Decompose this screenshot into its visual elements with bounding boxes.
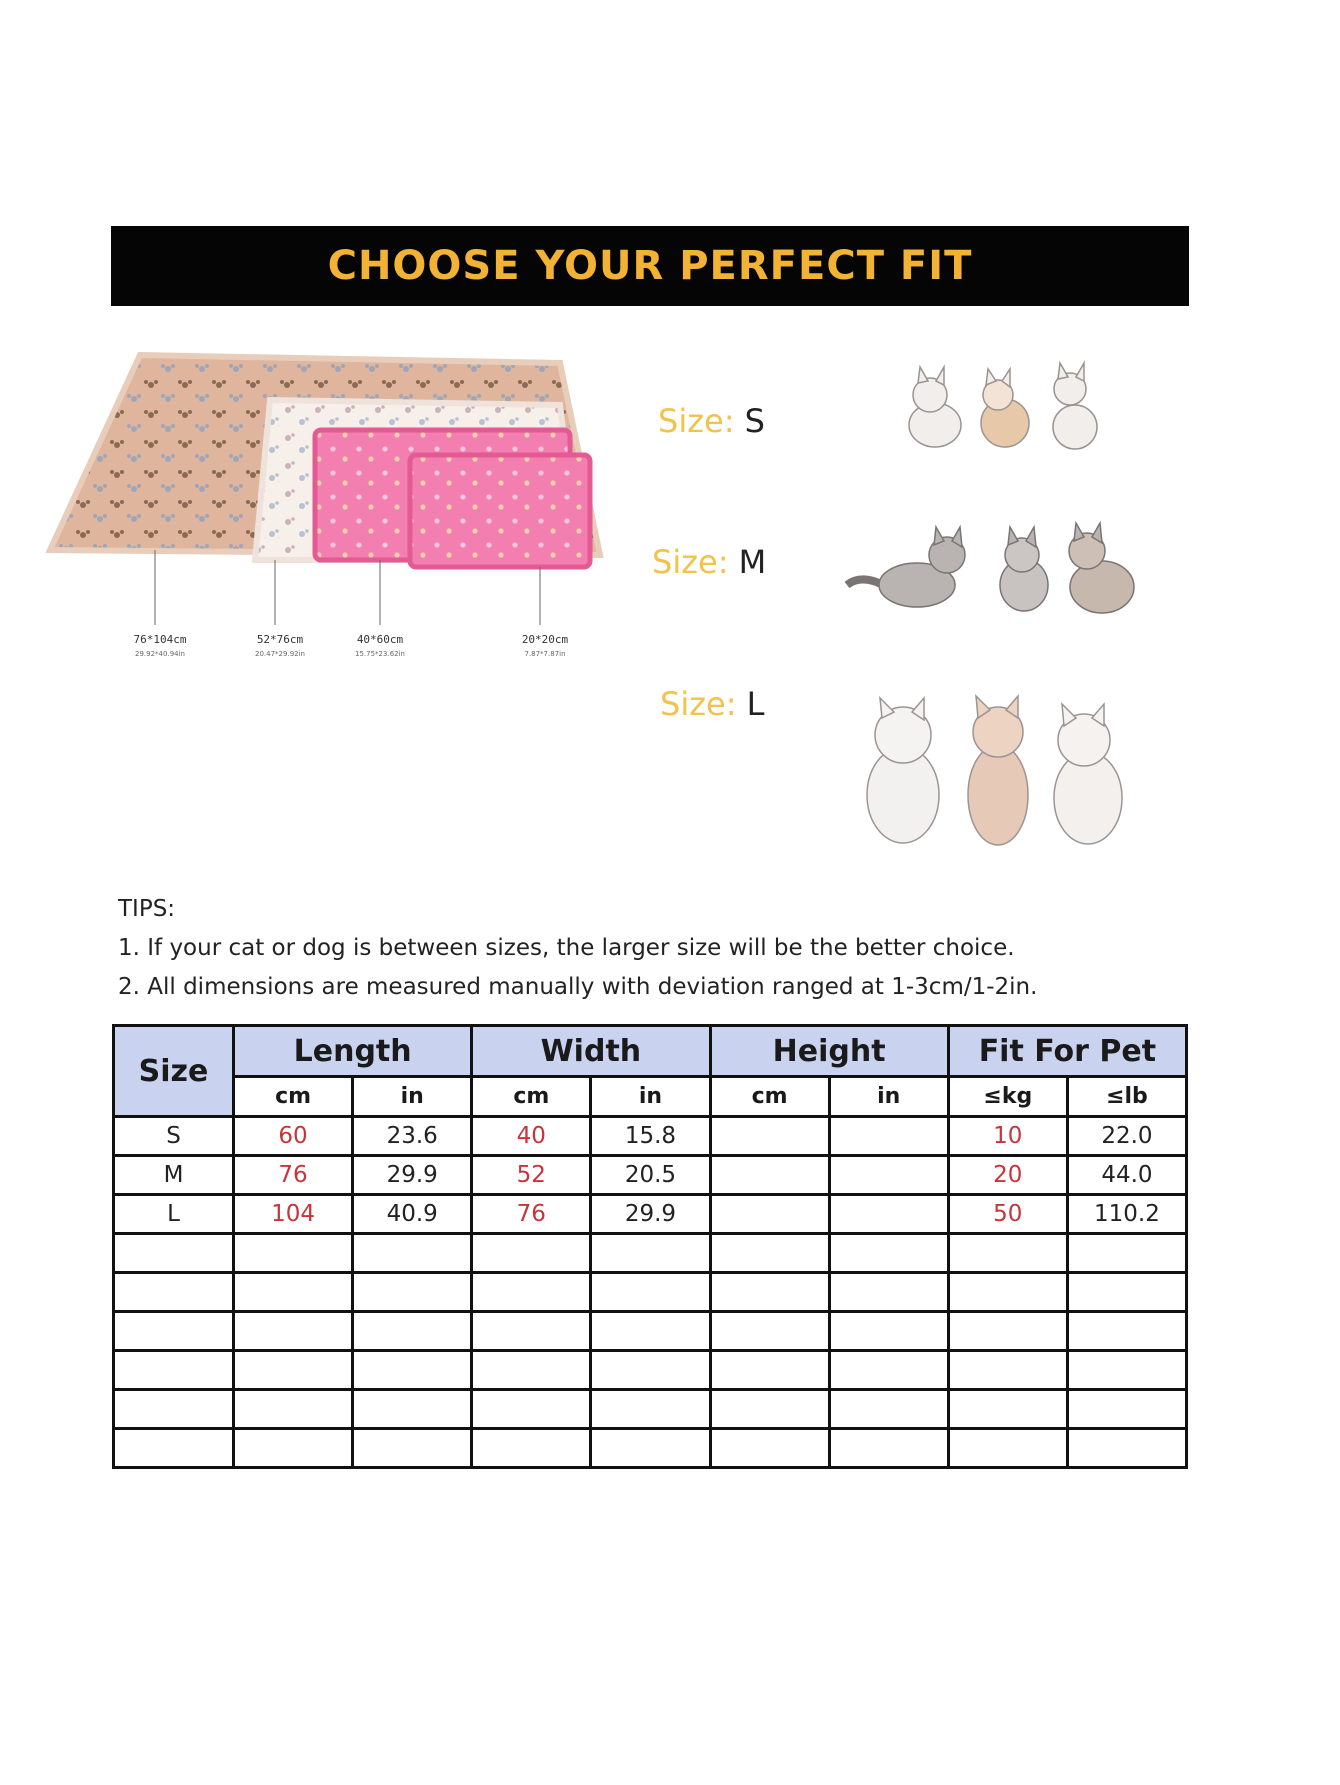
unit-header: in	[353, 1077, 472, 1117]
mat-label-3-cm: 40*60cm	[356, 633, 404, 646]
header-fit-for-pet: Fit For Pet	[948, 1026, 1186, 1077]
table-row	[114, 1156, 1187, 1195]
cell-fit-kg: 50	[948, 1195, 1067, 1234]
title-banner	[111, 226, 1189, 306]
cell-length-in: 29.9	[353, 1156, 472, 1195]
cell-height-cm	[710, 1156, 829, 1195]
table-header-row	[114, 1026, 1187, 1077]
kittens-medium-image	[842, 515, 1152, 625]
empty-table-row	[114, 1312, 1187, 1351]
cell-height-in	[829, 1156, 948, 1195]
cell-length-cm: 60	[234, 1117, 353, 1156]
tip-2: 2. All dimensions are measured manually with deviation ranged at 1-3cm/1-2in.	[118, 974, 1038, 1000]
tips-section	[118, 890, 1218, 1007]
tips-heading: TIPS:	[118, 896, 176, 922]
mat-mini	[410, 455, 590, 567]
cell-width-in: 15.8	[591, 1117, 710, 1156]
cell-fit-kg: 10	[948, 1117, 1067, 1156]
mat-label-4-cm: 20*20cm	[521, 633, 569, 646]
header-height: Height	[710, 1026, 948, 1077]
cell-height-cm	[710, 1117, 829, 1156]
mat-label-2-in: 20.47*29.92in	[255, 650, 305, 658]
pet-mats-image	[40, 345, 640, 665]
cell-width-in: 20.5	[591, 1156, 710, 1195]
cell-length-in: 23.6	[353, 1117, 472, 1156]
cats-large-image	[858, 690, 1148, 850]
size-key: Size:	[658, 402, 735, 440]
size-label-m	[652, 543, 766, 581]
size-key: Size:	[652, 543, 729, 581]
cell-fit-lb: 22.0	[1067, 1117, 1186, 1156]
cell-length-cm: 76	[234, 1156, 353, 1195]
table-unit-row	[114, 1077, 1187, 1117]
unit-header: cm	[472, 1077, 591, 1117]
mat-label-1-cm: 76*104cm	[133, 633, 187, 646]
tip-1: 1. If your cat or dog is between sizes, the larger size will be the better choice.	[118, 935, 1015, 961]
page-title: CHOOSE YOUR PERFECT FIT	[327, 243, 973, 289]
cell-size: L	[114, 1195, 234, 1234]
empty-table-row	[114, 1351, 1187, 1390]
unit-header: in	[591, 1077, 710, 1117]
cell-fit-kg: 20	[948, 1156, 1067, 1195]
kittens-small-image	[880, 355, 1120, 465]
cell-height-cm	[710, 1195, 829, 1234]
cell-width-in: 29.9	[591, 1195, 710, 1234]
size-key: Size:	[660, 685, 737, 723]
header-size: Size	[114, 1026, 234, 1117]
size-label-s	[658, 402, 765, 440]
cell-size: S	[114, 1117, 234, 1156]
table-row	[114, 1117, 1187, 1156]
empty-table-row	[114, 1234, 1187, 1273]
cell-height-in	[829, 1195, 948, 1234]
empty-table-row	[114, 1390, 1187, 1429]
cell-length-cm: 104	[234, 1195, 353, 1234]
cell-fit-lb: 44.0	[1067, 1156, 1186, 1195]
mat-label-4-in: 7.87*7.87in	[524, 650, 566, 658]
mat-label-1-in: 29.92*40.94in	[135, 650, 185, 658]
cell-width-cm: 40	[472, 1117, 591, 1156]
cell-height-in	[829, 1117, 948, 1156]
unit-header: in	[829, 1077, 948, 1117]
header-width: Width	[472, 1026, 710, 1077]
mat-label-3-in: 15.75*23.62in	[355, 650, 405, 658]
cell-size: M	[114, 1156, 234, 1195]
header-length: Length	[234, 1026, 472, 1077]
unit-header: ≤kg	[948, 1077, 1067, 1117]
cell-fit-lb: 110.2	[1067, 1195, 1186, 1234]
size-value: L	[746, 685, 765, 723]
cell-length-in: 40.9	[353, 1195, 472, 1234]
unit-header: cm	[710, 1077, 829, 1117]
size-value: M	[738, 543, 767, 581]
table-row	[114, 1195, 1187, 1234]
unit-header: ≤lb	[1067, 1077, 1186, 1117]
empty-table-row	[114, 1429, 1187, 1468]
size-label-l	[660, 685, 764, 723]
size-value: S	[744, 402, 765, 440]
cell-width-cm: 76	[472, 1195, 591, 1234]
size-chart-table	[112, 1024, 1188, 1469]
mat-label-2-cm: 52*76cm	[256, 633, 304, 646]
cell-width-cm: 52	[472, 1156, 591, 1195]
unit-header: cm	[234, 1077, 353, 1117]
empty-table-row	[114, 1273, 1187, 1312]
